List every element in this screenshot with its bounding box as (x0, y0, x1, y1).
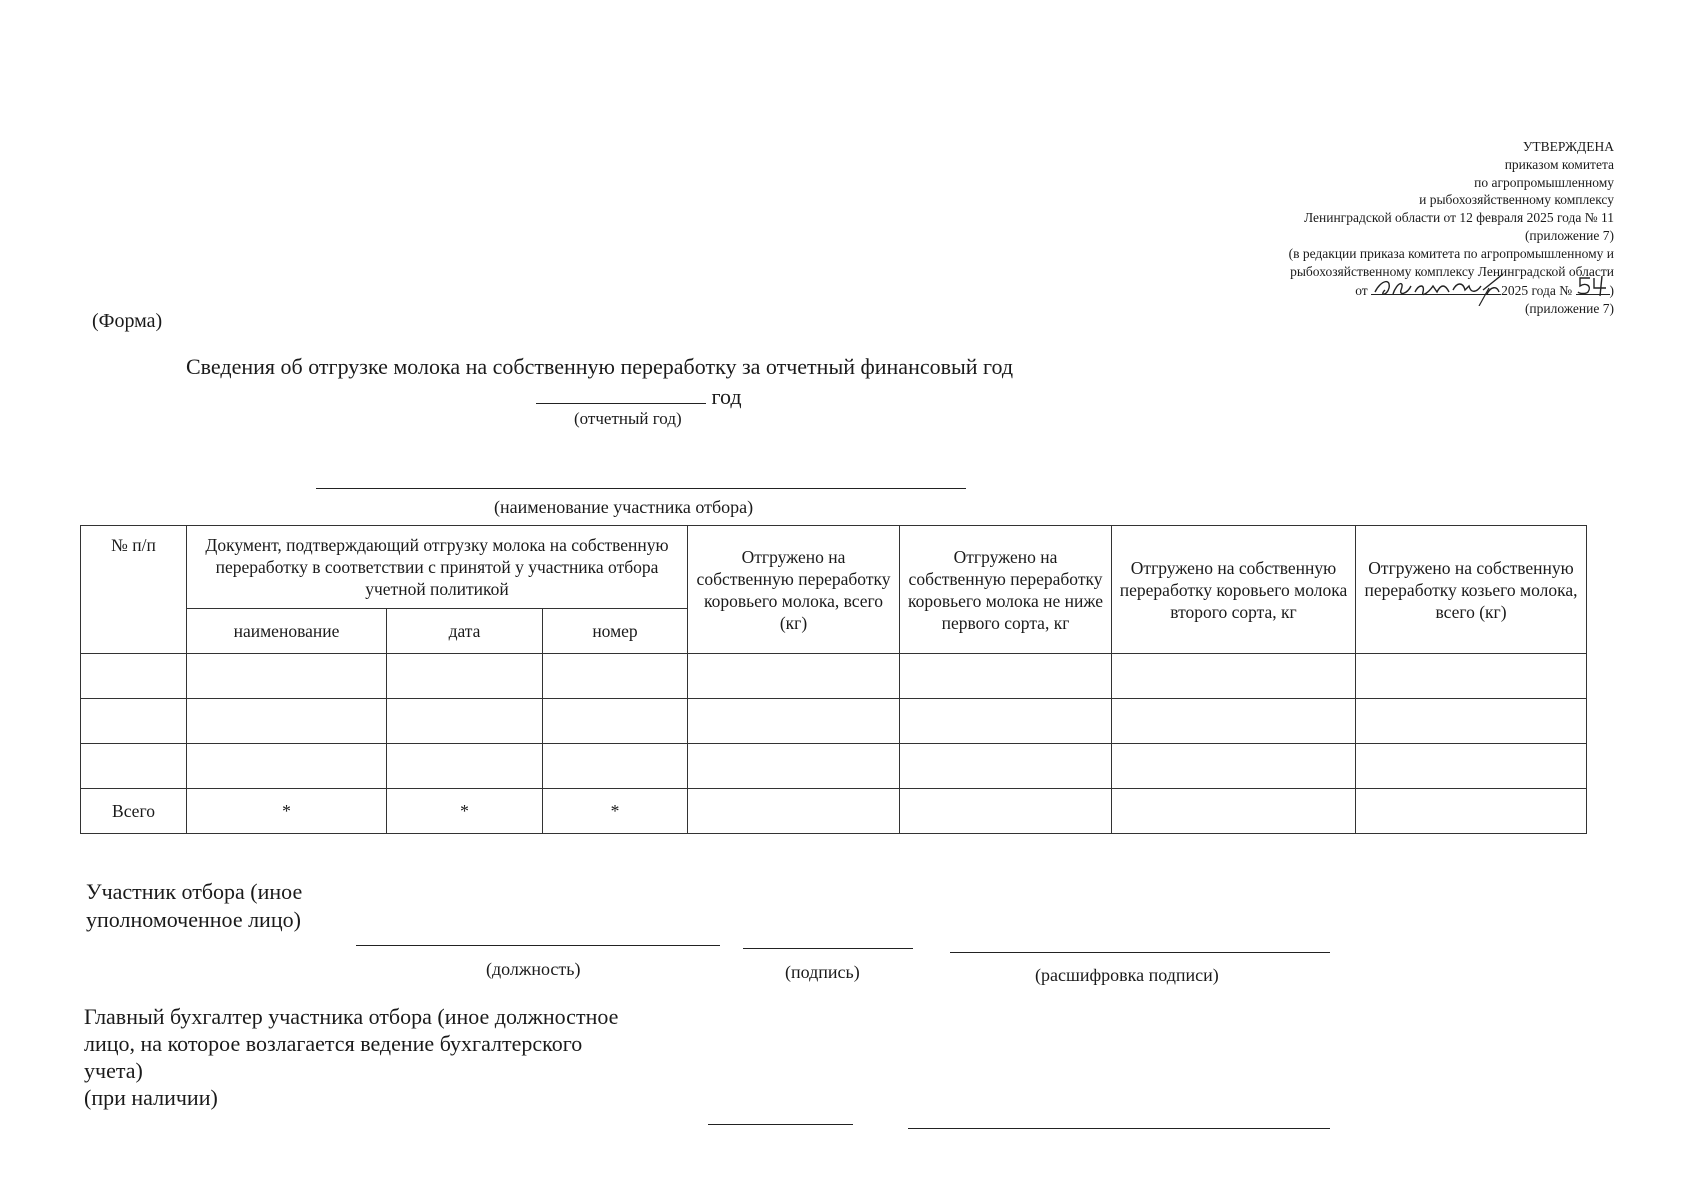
total-mark: * (387, 789, 543, 834)
approval-line: по агропромышленному (1474, 174, 1614, 190)
year-blank-field[interactable] (536, 383, 706, 404)
subheader-number: номер (543, 609, 688, 654)
accountant-label-line: лицо, на которое возлагается ведение бухгалтерского (84, 1031, 583, 1056)
approval-line: (приложение 7) (1524, 301, 1614, 317)
table-cell[interactable] (81, 699, 187, 744)
table-cell[interactable] (1356, 744, 1587, 789)
approval-line: и рыбохозяйственному комплексу (1419, 192, 1614, 208)
approval-date-suffix: 2025 года № (1501, 283, 1573, 299)
caption-position: (должность) (486, 959, 581, 979)
table-cell[interactable] (543, 699, 688, 744)
header-num: № п/п (81, 526, 187, 654)
caption-decode: (расшифровка подписи) (1035, 965, 1219, 985)
approval-close-paren: ) (1609, 283, 1614, 299)
table-cell[interactable] (187, 744, 387, 789)
table-cell[interactable] (187, 699, 387, 744)
year-caption: (отчетный год) (574, 409, 682, 428)
approval-line: приказом комитета (1504, 156, 1614, 172)
shipment-table (80, 525, 1587, 834)
signature-decode-field[interactable] (950, 952, 1330, 953)
handwritten-number (1576, 280, 1610, 295)
table-cell[interactable] (688, 699, 900, 744)
total-label: Всего (81, 789, 187, 834)
table-cell[interactable] (1112, 699, 1356, 744)
accountant-label-line: Главный бухгалтер участника отбора (иное должностное (84, 1004, 619, 1029)
participant-label-line: уполномоченное лицо) (86, 907, 301, 932)
approval-date-prefix: от (1355, 283, 1368, 299)
participant-label-line: Участник отбора (иное (86, 879, 303, 904)
document-title: Сведения об отгрузке молока на собственную переработку за отчетный финансовый год (186, 354, 1014, 379)
participant-caption: (наименование участника отбора) (494, 497, 754, 517)
table-cell[interactable] (688, 654, 900, 699)
approval-block (1094, 138, 1614, 318)
year-word: год (711, 384, 742, 409)
handwritten-date-icon (1371, 272, 1511, 306)
header-document: Документ, подтверждающий отгрузку молока на собственную переработку в соответствии с принятой у участника отбора учетной политикой (187, 526, 688, 609)
table-cell[interactable] (1356, 654, 1587, 699)
header-goat-total: Отгружено на собственную переработку козьего молока, всего (кг) (1356, 526, 1587, 654)
table-cell[interactable] (900, 699, 1112, 744)
accountant-label-line: (при наличии) (84, 1085, 218, 1110)
table-cell[interactable] (387, 699, 543, 744)
form-label: (Форма) (92, 310, 163, 332)
approval-line: Ленинградской области от 12 февраля 2025 года № 11 (1303, 210, 1614, 226)
table-cell[interactable] (1356, 699, 1587, 744)
handwritten-date (1371, 280, 1501, 295)
accountant-signature-field[interactable] (708, 1124, 853, 1125)
table-cell[interactable] (900, 654, 1112, 699)
table-cell[interactable] (387, 744, 543, 789)
handwritten-number-icon (1576, 274, 1610, 298)
caption-signature: (подпись) (785, 962, 860, 982)
table-total-row (81, 789, 1587, 834)
approval-line: УТВЕРЖДЕНА (1522, 139, 1614, 154)
table-cell[interactable] (1112, 654, 1356, 699)
year-row (536, 383, 742, 410)
table-cell[interactable] (543, 654, 688, 699)
table-cell[interactable] (81, 744, 187, 789)
participant-signature-label (86, 878, 302, 934)
table-cell[interactable] (1356, 789, 1587, 834)
position-field[interactable] (356, 945, 720, 946)
table-cell[interactable] (1112, 789, 1356, 834)
table-cell[interactable] (543, 744, 688, 789)
table-cell[interactable] (187, 654, 387, 699)
header-cow-second: Отгружено на собственную переработку коровьего молока второго сорта, кг (1112, 526, 1356, 654)
approval-line: (в редакции приказа комитета по агропромышленному и (1288, 245, 1614, 261)
accountant-decode-field[interactable] (908, 1128, 1330, 1129)
header-cow-total: Отгружено на собственную переработку коровьего молока, всего (кг) (688, 526, 900, 654)
subheader-date: дата (387, 609, 543, 654)
approval-line: рыбохозяйственному комплексу Ленинградской области (1290, 263, 1614, 279)
header-cow-first: Отгружено на собственную переработку коровьего молока не ниже первого сорта, кг (900, 526, 1112, 654)
table-cell[interactable] (1112, 744, 1356, 789)
accountant-signature-label (84, 1003, 618, 1111)
participant-name-field[interactable] (316, 488, 966, 489)
approval-line: (приложение 7) (1524, 227, 1614, 243)
table-header-row (81, 526, 1587, 609)
table-cell[interactable] (81, 654, 187, 699)
table-cell[interactable] (688, 789, 900, 834)
table-cell[interactable] (900, 789, 1112, 834)
total-mark: * (543, 789, 688, 834)
signature-field[interactable] (743, 948, 913, 949)
total-mark: * (187, 789, 387, 834)
table-row (81, 654, 1587, 699)
table-cell[interactable] (387, 654, 543, 699)
subheader-name: наименование (187, 609, 387, 654)
table-row (81, 699, 1587, 744)
accountant-label-line: учета) (84, 1058, 143, 1083)
table-cell[interactable] (900, 744, 1112, 789)
approval-date-line (1094, 280, 1614, 300)
table-row (81, 744, 1587, 789)
table-cell[interactable] (688, 744, 900, 789)
